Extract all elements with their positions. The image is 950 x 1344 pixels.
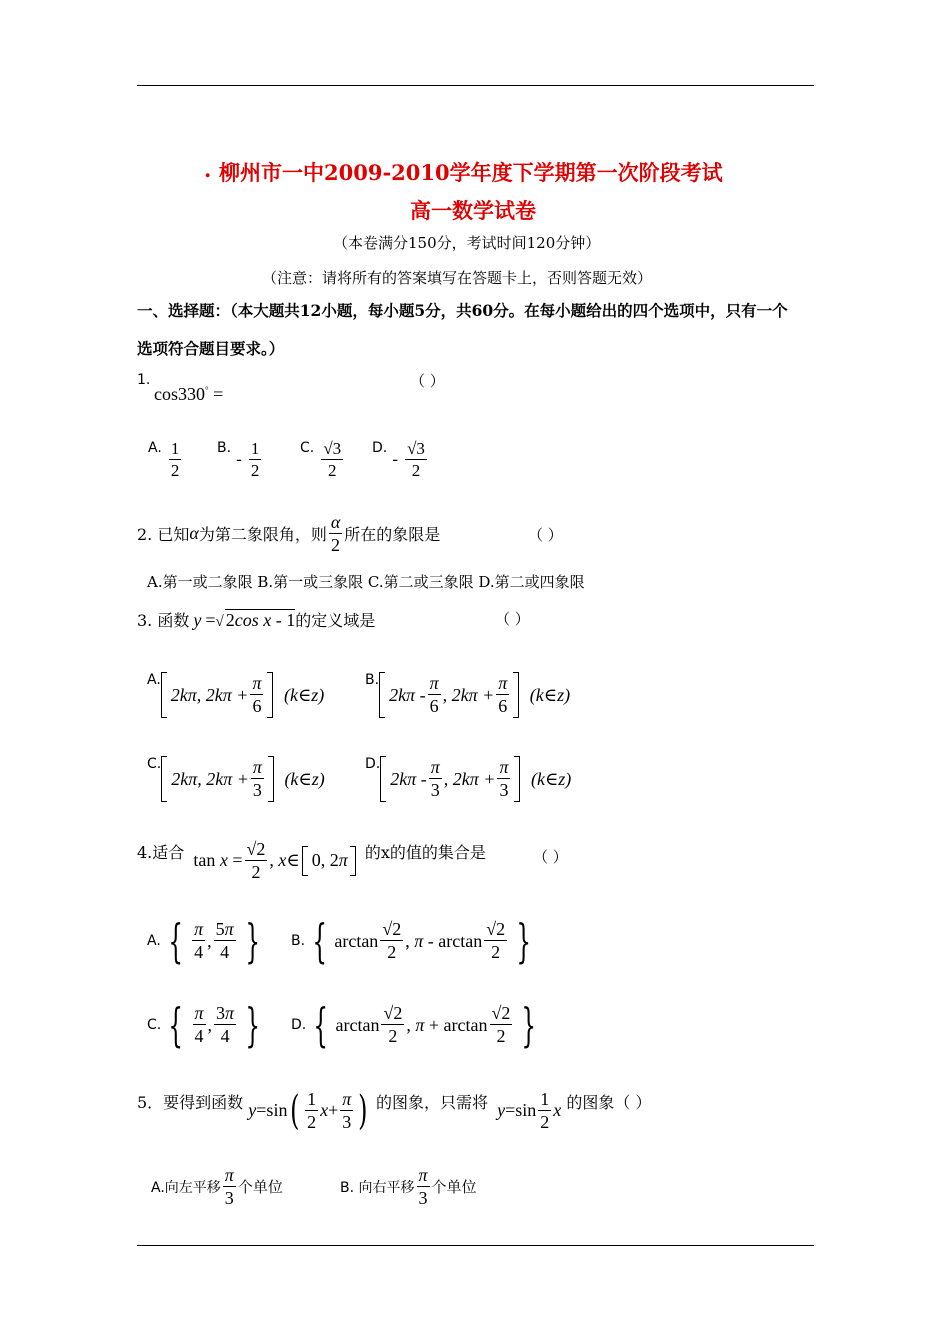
q4-option-a: A. { $\frac{\pi}{4}$ , $\frac{5\pi}{4}$ } bbox=[147, 914, 260, 968]
q4-answer-paren: （ ） bbox=[533, 848, 568, 866]
q1-answer-paren: （ ） bbox=[410, 372, 445, 390]
q2-options: A.第一或二象限 B.第一或三象限 C.第二或三象限 D.第二或四象限 bbox=[147, 573, 585, 591]
q5-option-b: B. 向右平移 $\frac{\pi}{3}$ 个单位 bbox=[340, 1165, 477, 1208]
q2-answer-paren: （ ） bbox=[528, 526, 563, 544]
section-heading-cont: 选项符合题目要求。） bbox=[137, 339, 285, 358]
bottom-rule bbox=[137, 1245, 814, 1246]
q5-option-a: A.向左平移 $\frac{\pi}{3}$ 个单位 bbox=[151, 1165, 283, 1208]
title-dot: . bbox=[204, 157, 212, 182]
exam-subtitle: 高一数学试卷 bbox=[410, 198, 536, 223]
q2-stem: 2. 已知α为第二象限角，则 $\frac{\alpha}{2}$ 所在的象限是 bbox=[137, 512, 441, 555]
q4-option-c: C. { $\frac{\pi}{4}$ , $\frac{3\pi}{4}$ } bbox=[147, 998, 261, 1052]
q4-stem: 4.适合 tan x = $\frac{√2}{2}$ , x∈ 0, 2π 的x的值的集合是 bbox=[137, 839, 486, 882]
q1-option-d: D. - $\frac{√3}{2}$ bbox=[372, 439, 425, 480]
score-note: （本卷满分150分，考试时间120分钟） bbox=[333, 234, 601, 252]
exam-title: 柳州市一中2009-2010学年度下学期第一次阶段考试 bbox=[219, 160, 723, 185]
q1-option-b: B. - $\frac{1}{2}$ bbox=[217, 439, 260, 480]
q1-option-a: A. $\frac{1}{2}$ bbox=[148, 439, 180, 480]
q4-option-d: D. { arctan $\frac{√2}{2}$ , π + arctan $\frac{√2}{2}$ } bbox=[291, 998, 537, 1052]
q3-answer-paren: （ ） bbox=[495, 610, 530, 628]
q1-expression: cos330° = bbox=[154, 384, 224, 404]
q3-option-b: B.2kπ - $\frac{\pi}{6}$ , 2kπ + $\frac{\pi}{6}$ (k∈z) bbox=[365, 672, 571, 716]
answer-note: （注意：请将所有的答案填写在答题卡上，否则答题无效） bbox=[262, 269, 653, 287]
q3-option-c: C.2kπ, 2kπ + $\frac{\pi}{3}$ (k∈z) bbox=[147, 756, 325, 800]
q5-stem: 5．要得到函数 y=sin( $\frac{1}{2}$ x+ $\frac{\pi}{3}$ ) 的图象，只需将 y=sin $\frac{1}{2}$ x 的图象（ ） bbox=[137, 1087, 652, 1134]
q4-option-b: B. { arctan $\frac{√2}{2}$ , π - arctan $\frac{√2}{2}$ } bbox=[291, 914, 532, 968]
q1-option-c: C. $\frac{√3}{2}$ bbox=[300, 439, 342, 480]
q3-option-a: A.2kπ, 2kπ + $\frac{\pi}{6}$ (k∈z) bbox=[147, 672, 325, 716]
q3-option-d: D.2kπ - $\frac{\pi}{3}$ , 2kπ + $\frac{\pi}{3}$ (k∈z) bbox=[365, 756, 572, 800]
top-rule bbox=[137, 85, 814, 86]
section-heading: 一、选择题：（本大题共12小题，每小题5分，共60分。在每小题给出的四个选项中，只有一个 bbox=[137, 301, 788, 320]
q3-stem: 3. 函数 y =√ 2cos x - 1的定义域是 bbox=[137, 610, 376, 630]
q1-number: 1. bbox=[137, 372, 151, 388]
